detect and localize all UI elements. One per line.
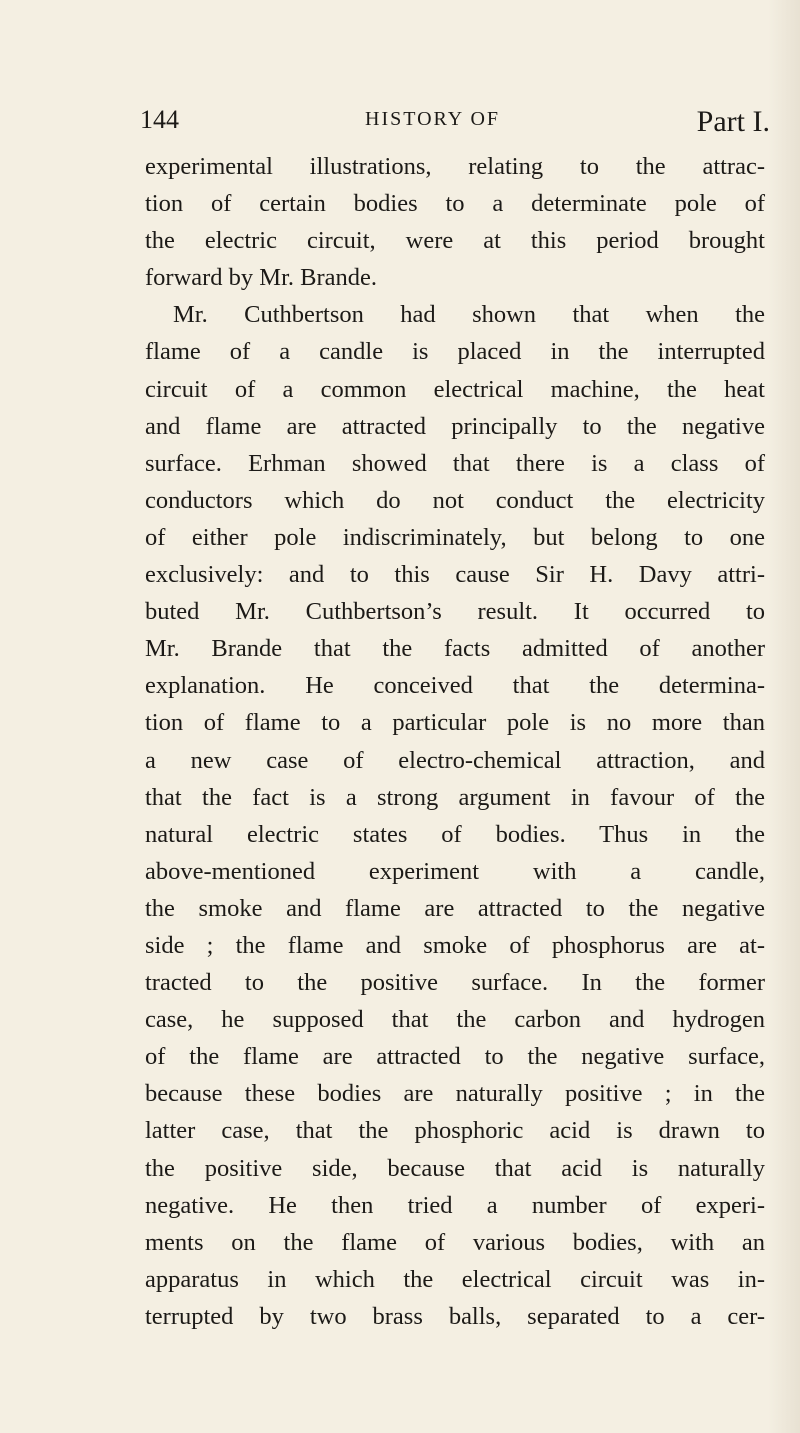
text-line: ments on the flame of various bodies, with an [145, 1228, 765, 1256]
text-line: circuit of a common electrical machine, the heat [145, 375, 765, 403]
text-line: case, he supposed that the carbon and hydrogen [145, 1006, 765, 1034]
text-line: conductors which do not conduct the electricity [145, 486, 765, 514]
running-title: HISTORY OF [365, 108, 501, 130]
text-line: of either pole indiscriminately, but belong to one [145, 523, 765, 551]
text-line: of the flame are attracted to the negative surface, [145, 1043, 765, 1071]
text-line: flame of a candle is placed in the interrupted [145, 338, 765, 366]
text-line: Mr. Cuthbertson had shown that when the [173, 301, 765, 329]
text-line: apparatus in which the electrical circuit was in- [145, 1265, 765, 1293]
text-line: above-mentioned experiment with a candle, [145, 857, 765, 885]
text-line: natural electric states of bodies. Thus in the [145, 820, 765, 848]
text-line: explanation. He conceived that the determina- [145, 672, 765, 700]
text-line: the electric circuit, were at this period brought [145, 227, 765, 255]
text-line: Mr. Brande that the facts admitted of another [145, 635, 765, 663]
page-header [140, 105, 770, 141]
text-line: because these bodies are naturally positive ; in the [145, 1080, 765, 1108]
text-line: buted Mr. Cuthbertson’s result. It occurred to [145, 598, 765, 626]
text-line: latter case, that the phosphoric acid is drawn to [145, 1117, 765, 1145]
text-line: tion of flame to a particular pole is no more than [145, 709, 765, 737]
text-line: tion of certain bodies to a determinate pole of [145, 190, 765, 218]
text-line: the positive side, because that acid is naturally [145, 1154, 765, 1182]
text-line: negative. He then tried a number of experi- [145, 1191, 765, 1219]
body-text [145, 148, 765, 1335]
text-line: tracted to the positive surface. In the former [145, 969, 765, 997]
text-line: experimental illustrations, relating to the attrac- [145, 153, 765, 180]
text-line: and flame are attracted principally to the negative [145, 412, 765, 440]
text-line: forward by Mr. Brande. [145, 264, 378, 292]
text-line: exclusively: and to this cause Sir H. Davy attri- [145, 561, 765, 589]
text-line: that the fact is a strong argument in favour of the [145, 783, 765, 811]
part-label: Part I. [696, 105, 770, 138]
text-line: side ; the flame and smoke of phosphorus are at- [145, 931, 765, 959]
text-line: terrupted by two brass balls, separated to a cer- [145, 1302, 765, 1330]
text-line: surface. Erhman showed that there is a class of [145, 449, 765, 477]
text-line: the smoke and flame are attracted to the negative [145, 894, 765, 922]
text-line: a new case of electro-chemical attraction, and [145, 746, 765, 774]
page-number: 144 [140, 105, 179, 134]
